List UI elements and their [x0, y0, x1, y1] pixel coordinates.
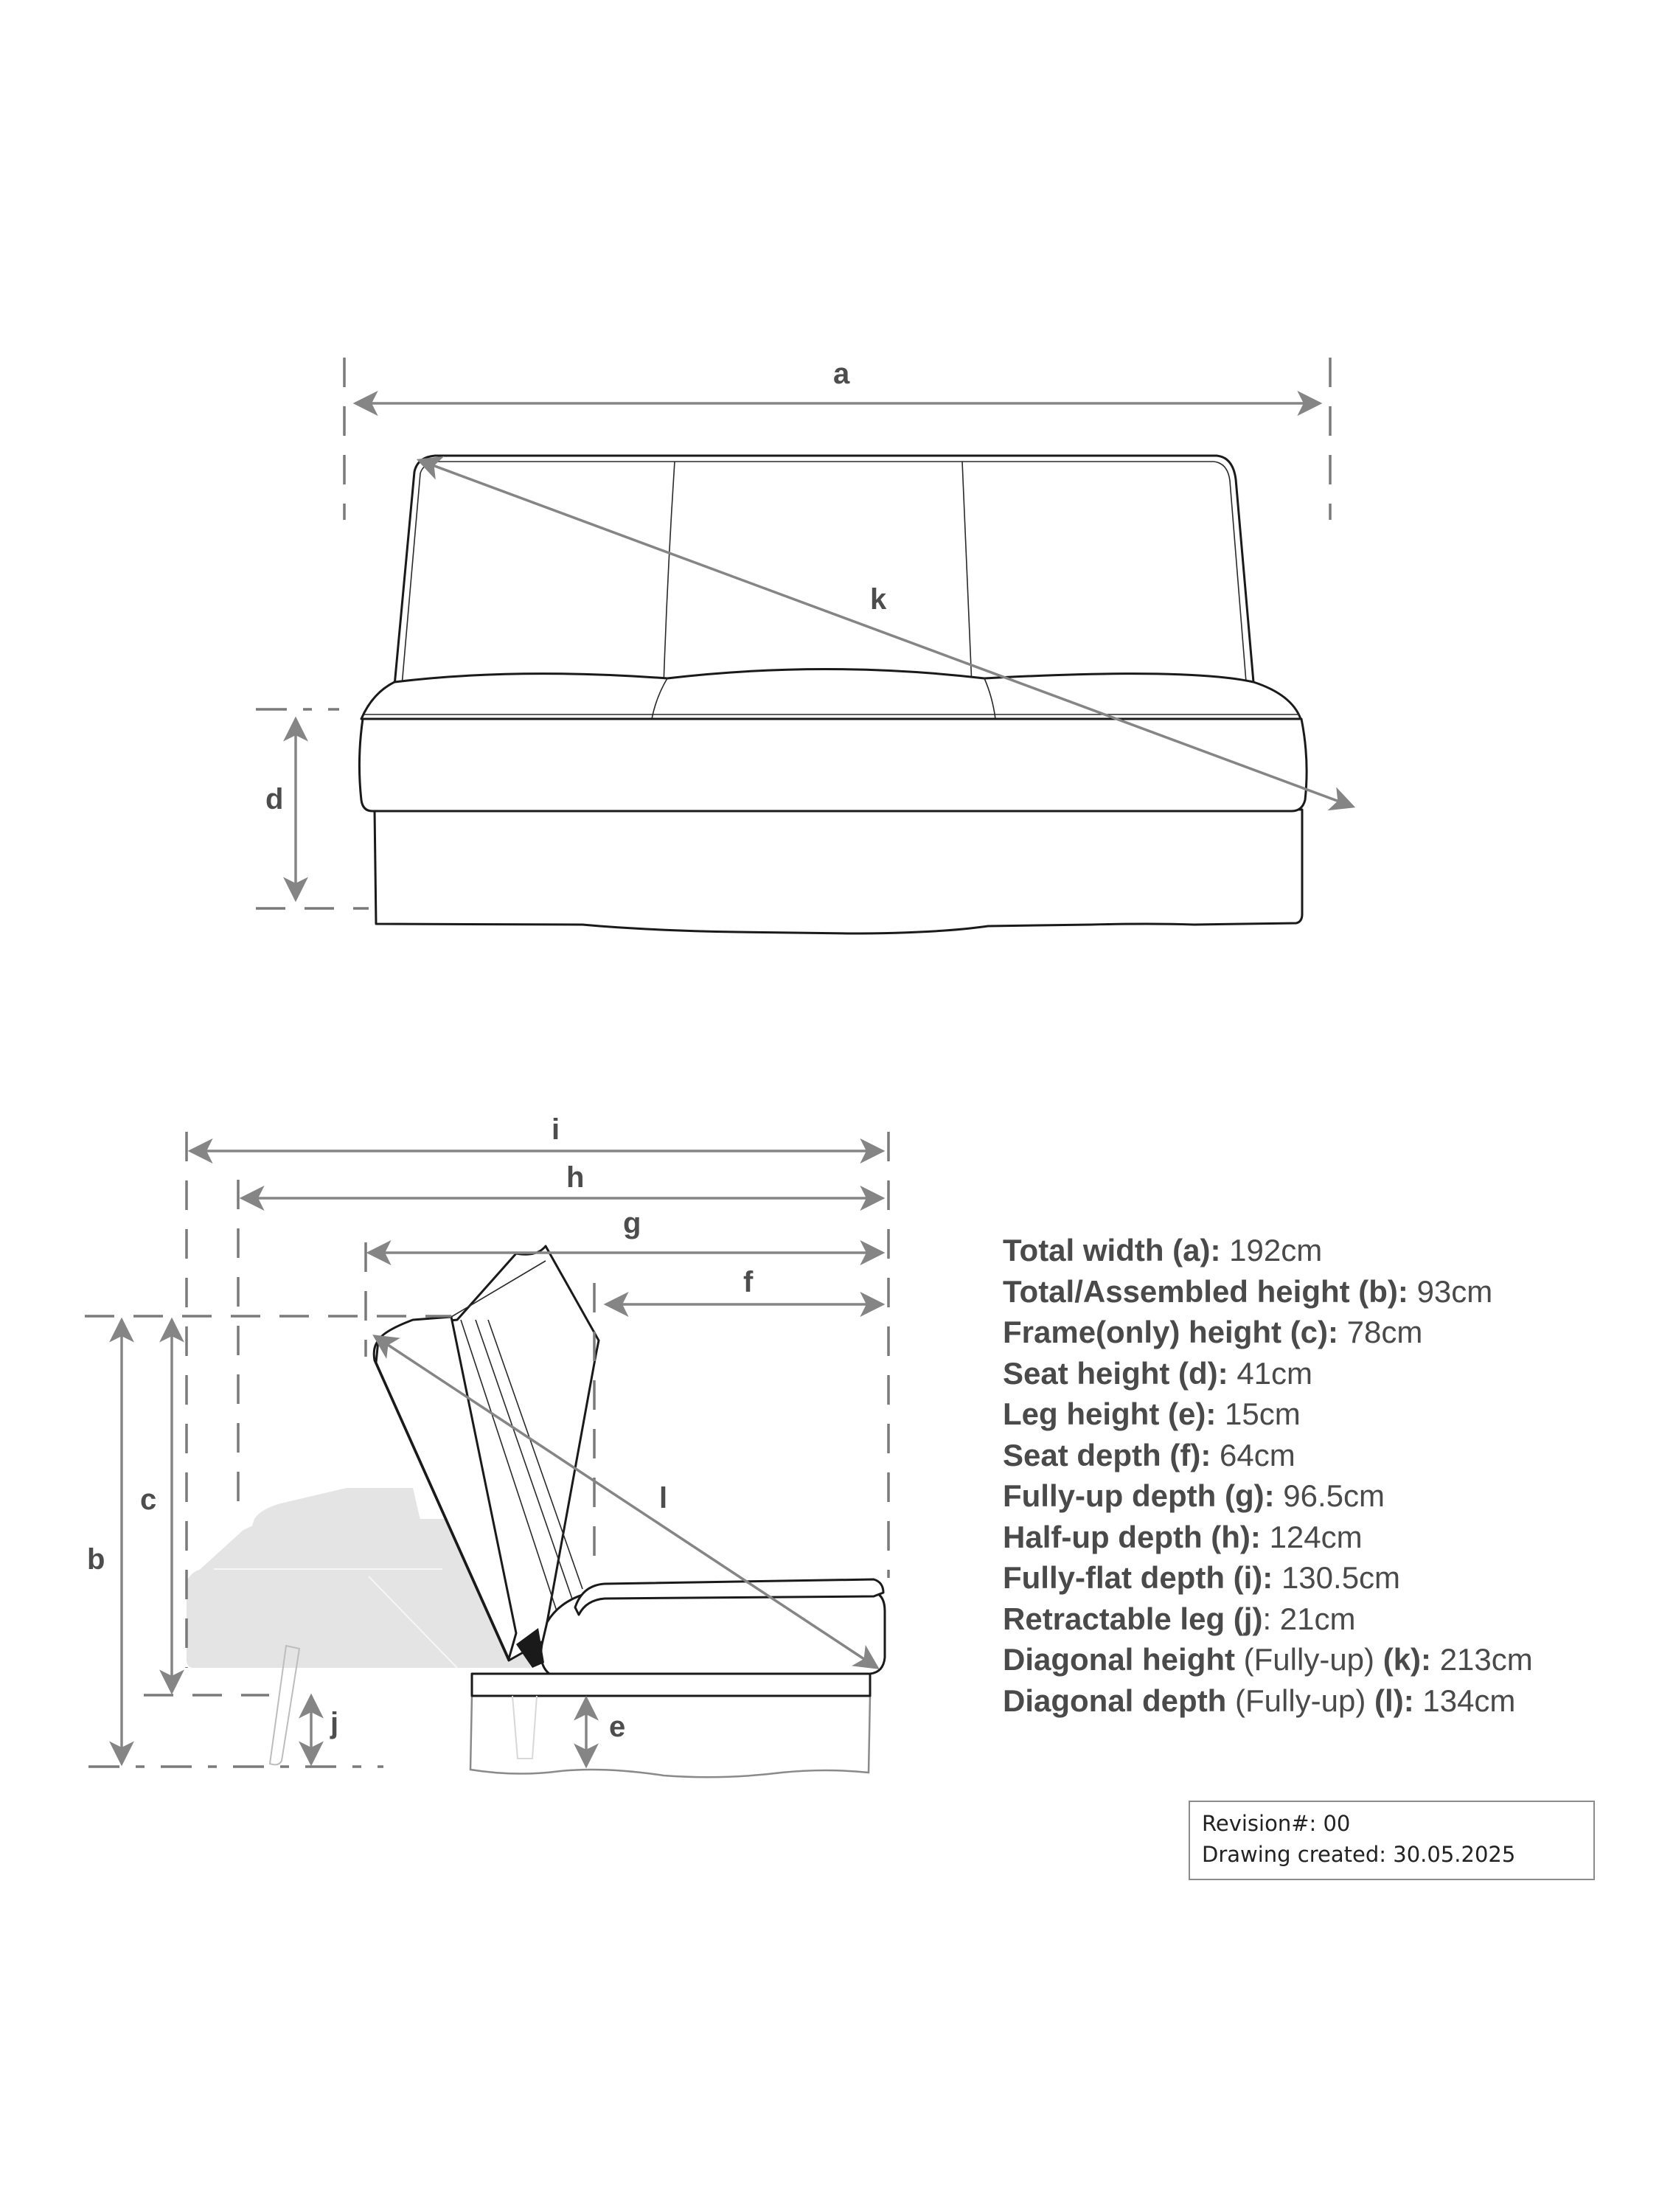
spec-label: Retractable leg (j)	[1003, 1601, 1263, 1636]
revision-box	[1189, 1801, 1595, 1880]
spec-retractable-leg	[1003, 1599, 1637, 1640]
dim-a-label: a	[833, 358, 850, 390]
spec-value: : 21cm	[1262, 1601, 1356, 1636]
dim-l-label: l	[659, 1482, 668, 1514]
spec-value: 134cm	[1413, 1683, 1516, 1718]
dim-g-label: g	[623, 1207, 641, 1239]
spec-label-key: (l):	[1374, 1683, 1414, 1718]
spec-value: 213cm	[1431, 1642, 1533, 1677]
seat-top	[361, 669, 1301, 720]
spec-fully-flat-depth	[1003, 1557, 1637, 1599]
spec-value: 78cm	[1338, 1315, 1423, 1349]
spec-value: 93cm	[1408, 1273, 1493, 1309]
spec-value: 64cm	[1211, 1437, 1295, 1472]
spec-label: Total width (a):	[1003, 1233, 1221, 1267]
spec-value: 124cm	[1260, 1519, 1363, 1554]
spec-diagonal-depth	[1003, 1680, 1637, 1722]
drawing-created-date: Drawing created: 30.05.2025	[1202, 1842, 1516, 1867]
dim-c-label: c	[140, 1484, 157, 1516]
sofa-base	[375, 810, 1302, 933]
spec-label: Total/Assembled height (b):	[1003, 1273, 1408, 1309]
spec-label: Half-up depth (h):	[1003, 1519, 1261, 1554]
spec-label-note: (Fully-up)	[1235, 1642, 1383, 1677]
dim-e-label: e	[609, 1711, 626, 1743]
dim-h-label: h	[566, 1161, 585, 1194]
spec-label-key: (k):	[1382, 1642, 1432, 1677]
spec-seat-depth	[1003, 1435, 1637, 1476]
spec-value: 192cm	[1220, 1233, 1323, 1267]
side-base-platform	[472, 1674, 870, 1696]
spec-label: Diagonal height	[1003, 1642, 1235, 1677]
spec-label: Leg height (e):	[1003, 1397, 1217, 1431]
spec-diagonal-height	[1003, 1639, 1637, 1680]
spec-label: Fully-up depth (g):	[1003, 1478, 1275, 1513]
spec-total-width	[1003, 1230, 1637, 1271]
dim-j-label: j	[330, 1707, 339, 1739]
dim-f-label: f	[743, 1266, 754, 1298]
side-seat-cushion	[541, 1591, 885, 1674]
spec-total-height	[1003, 1271, 1637, 1312]
spec-label: Seat depth (f):	[1003, 1437, 1211, 1472]
front-view	[256, 358, 1353, 933]
spec-frame-height	[1003, 1312, 1637, 1353]
dim-k-label: k	[870, 583, 887, 616]
side-base-skirt	[470, 1696, 870, 1777]
dimension-spec-list	[1003, 1230, 1637, 1721]
spec-seat-height	[1003, 1353, 1637, 1394]
side-view	[85, 1113, 888, 1777]
sofa-backrest	[394, 456, 1253, 686]
spec-label: Seat height (d):	[1003, 1355, 1228, 1391]
dim-i-label: i	[552, 1113, 560, 1146]
spec-label: Diagonal depth	[1003, 1683, 1227, 1718]
spec-label: Frame(only) height (c):	[1003, 1315, 1339, 1349]
dim-b-label: b	[87, 1543, 105, 1576]
spec-value: 15cm	[1216, 1397, 1301, 1431]
spec-leg-height	[1003, 1394, 1637, 1435]
spec-label: Fully-flat depth (i):	[1003, 1560, 1273, 1595]
seat-cushion-front	[359, 719, 1307, 811]
spec-label-note: (Fully-up)	[1226, 1683, 1375, 1718]
spec-value: 96.5cm	[1274, 1478, 1385, 1513]
spec-half-up-depth	[1003, 1517, 1637, 1558]
spec-value: 130.5cm	[1273, 1560, 1401, 1595]
spec-fully-up-depth	[1003, 1475, 1637, 1517]
spec-value: 41cm	[1228, 1355, 1313, 1391]
dim-d-label: d	[265, 783, 284, 815]
revision-number: Revision#: 00	[1202, 1811, 1351, 1836]
